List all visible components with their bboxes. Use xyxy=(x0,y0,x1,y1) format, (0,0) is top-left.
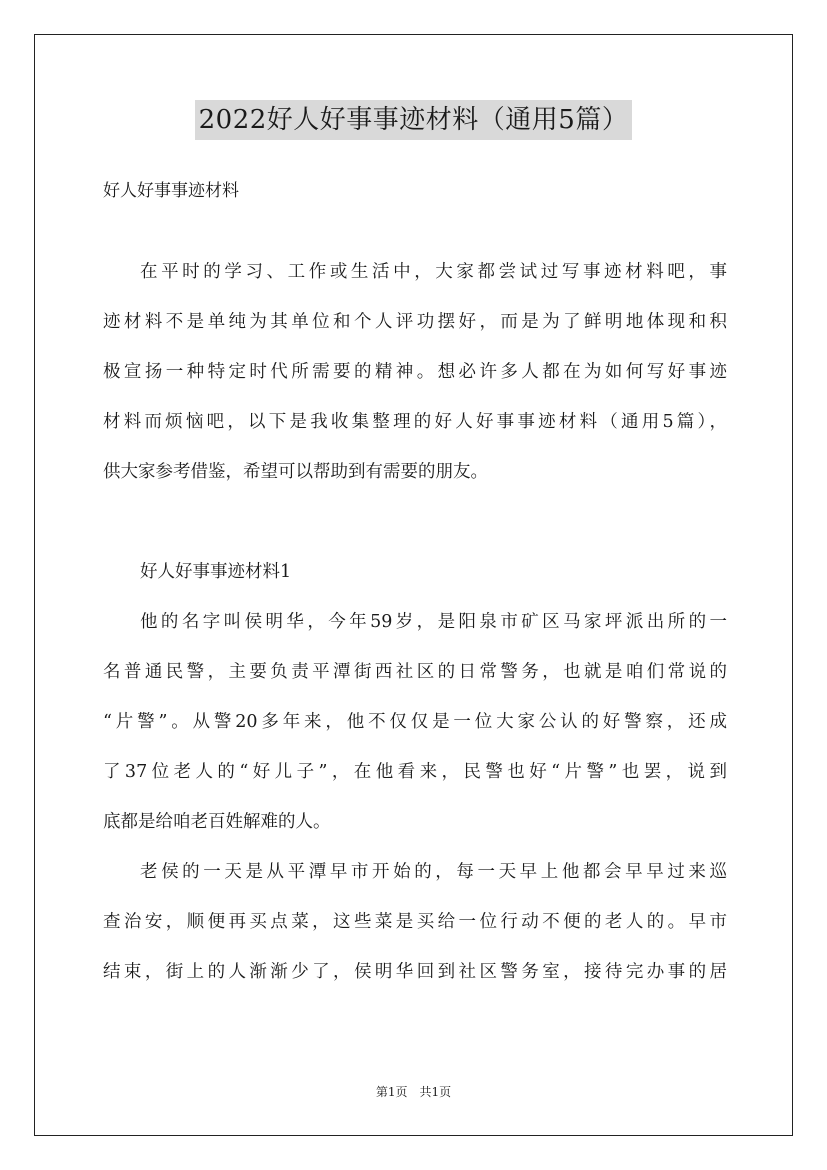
text-line: 他的名字叫侯明华，今年59岁，是阳泉市矿区马家坪派出所的一 xyxy=(140,612,727,632)
text-line: 查治安，顺便再买点菜，这些菜是买给一位行动不便的老人的。早市 xyxy=(103,912,727,932)
text-line: 材料而烦恼吧，以下是我收集整理的好人好事事迹材料（通用5篇）， xyxy=(103,412,727,432)
paragraph-2 xyxy=(103,847,727,997)
section-heading: 好人好事事迹材料 xyxy=(103,181,239,201)
text-line: 底都是给咱老百姓解难的人。 xyxy=(103,812,331,832)
text-line: 了37位老人的“好儿子”，在他看来，民警也好“片警”也罢，说到 xyxy=(103,762,727,782)
paragraph-gap xyxy=(103,497,727,547)
text-line: 在平时的学习、工作或生活中，大家都尝试过写事迹材料吧，事 xyxy=(140,262,727,282)
text-line: 供大家参考借鉴，希望可以帮助到有需要的朋友。 xyxy=(103,462,488,482)
text-line: 迹材料不是单纯为其单位和个人评功摆好，而是为了鲜明地体现和积 xyxy=(103,312,727,332)
section-title: 好人好事事迹材料1 xyxy=(140,562,292,582)
text-line: 极宣扬一种特定时代所需要的精神。想必许多人都在为如何写好事迹 xyxy=(103,362,727,382)
text-line: 结束，街上的人渐渐少了，侯明华回到社区警务室，接待完办事的居 xyxy=(103,962,727,982)
text-line: 老侯的一天是从平潭早市开始的，每一天早上他都会早早过来巡 xyxy=(140,862,727,882)
title-container xyxy=(0,100,827,140)
document-body xyxy=(103,175,727,997)
intro-paragraph xyxy=(103,247,727,497)
document-title: 2022好人好事事迹材料（通用5篇） xyxy=(195,100,633,140)
page-footer: 第1页 共1页 xyxy=(375,1085,452,1099)
paragraph-1 xyxy=(103,597,727,847)
text-line: 名普通民警，主要负责平潭街西社区的日常警务，也就是咱们常说的 xyxy=(103,662,727,682)
text-line: “片警”。从警20多年来，他不仅仅是一位大家公认的好警察，还成 xyxy=(103,712,727,732)
